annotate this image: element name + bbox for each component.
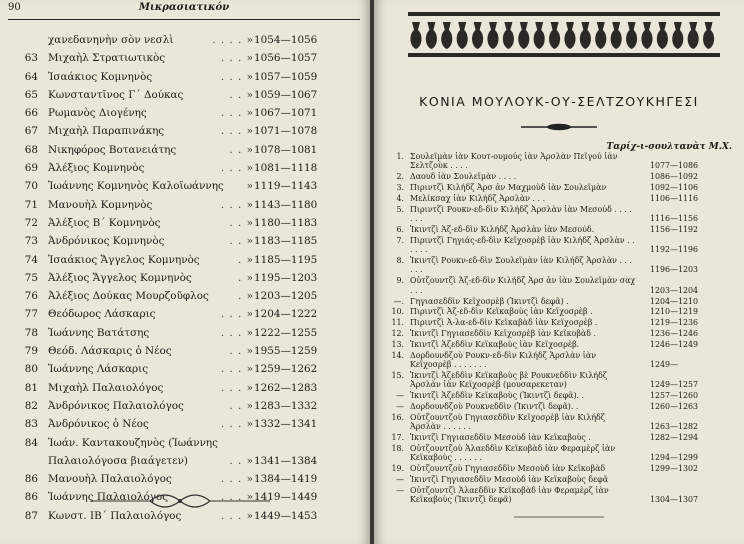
end-ornament	[514, 512, 604, 522]
sultan-years: 1299—1302	[650, 464, 699, 474]
ruler-number: 74	[24, 253, 38, 266]
reign-years: 1384—1419	[254, 473, 318, 486]
sultan-years: 1282—1294	[650, 433, 699, 443]
ruler-name: Μανουὴλ Κομνηνὸς	[48, 198, 153, 211]
ruler-number: 78	[24, 326, 38, 339]
sultan-years: 1294—1299	[650, 453, 699, 463]
sultan-years: 1260—1263	[650, 402, 699, 412]
ruler-name: Ἰωάννης Βατάτσης	[48, 326, 150, 339]
ruler-number: 66	[24, 107, 38, 120]
leader-dots: . »	[238, 253, 254, 266]
ruler-number: 77	[24, 308, 38, 321]
sultan-number: 14.	[391, 350, 404, 360]
sultan-number: 13.	[391, 340, 404, 350]
leader-dots: . . . »	[220, 491, 254, 504]
ruler-row	[8, 52, 360, 70]
ruler-name: Ἀλέξιος Β΄ Κομνηνὸς	[48, 216, 161, 229]
sultan-name: Πιριντζὶ Γηγιάς-εδ-δὶν Κεϊχοσρὲβ ἰὰν Κιλήδζ Ἀρσλὰν . . . . . .	[410, 235, 635, 255]
ruler-name: Ἀλέξιος Κομνηνὸς	[48, 162, 145, 175]
leader-dots: . . . . »	[212, 34, 254, 46]
ruler-row	[8, 510, 360, 528]
ruler-name: Ἀνδρόνικος Παλαιολόγος	[48, 399, 184, 412]
leader-dots: »	[246, 180, 254, 193]
ruler-name: Ἰσαάκιος Ἄγγελος Κομνηνὸς	[48, 253, 200, 266]
ruler-number: 80	[24, 363, 38, 376]
sultan-row	[386, 318, 734, 327]
sultan-name: Σουλεϊμὰν ἰὰν Κουτ-ουμούς ἰὰν Ἀρσλὰν Πεϊγού ἰὰν Σελτζοὺκ . . . .	[410, 152, 618, 171]
sultan-number: 5.	[396, 204, 404, 214]
leader-dots: . . . »	[220, 381, 254, 394]
sultan-row	[386, 413, 734, 432]
reign-years: 1054—1056	[254, 34, 318, 46]
ruler-name: Ρωμανὸς Διογένης	[48, 107, 147, 120]
ruler-row	[8, 144, 360, 162]
sultan-row	[386, 391, 734, 400]
sultan-number: —	[396, 391, 404, 401]
ruler-number: 82	[24, 399, 38, 412]
sultan-number: 15.	[391, 371, 404, 381]
sultan-years: 1192—1196	[650, 245, 699, 255]
ruler-row	[8, 180, 360, 198]
ruler-number: 69	[24, 162, 38, 175]
ruler-number: 68	[24, 143, 38, 156]
ruler-number: 67	[24, 125, 38, 138]
sultan-years: 1249—	[650, 360, 678, 370]
leader-dots: . . . »	[220, 363, 254, 376]
leader-dots: . . . »	[220, 107, 254, 120]
reign-years: 1204—1222	[254, 308, 318, 321]
sultan-number: —	[396, 475, 404, 485]
leader-dots: . »	[238, 271, 254, 284]
section-title: ΚΟΝΙΑ ΜΟΥΛΟΥΚ-ΟΥ-ΣΕΛΤΖΟΥΚΗΓΕΣΙ	[419, 94, 699, 109]
sultan-row	[386, 152, 734, 171]
urn-motif	[426, 22, 437, 49]
ruler-row	[8, 345, 360, 363]
leader-dots: . . »	[229, 216, 254, 229]
sultan-name: Πιριντζὶ Ἀζ-εδ-δὶν Κεϊκαβοὺς ἰὰν Κεϊχοσρὲβ .	[410, 307, 593, 317]
sultan-name: Γηγιασεδδὶν Κεϊχοσρὲβ (Ἰκιντζὶ δεφᾶ) .	[410, 296, 569, 306]
urn-motif	[580, 22, 591, 49]
sultan-name: Μελίκσαχ ἰὰν Κιλήδζ Ἀρσλὰν . . .	[410, 193, 546, 203]
urn-motif	[487, 22, 498, 49]
urn-motif	[595, 22, 606, 49]
column-subheading: Ταρίχ-ι-σουλτανὰτ Μ.Χ.	[606, 142, 732, 152]
ruler-number: 79	[24, 345, 38, 358]
ruler-row	[8, 107, 360, 125]
reign-years: 1419—1449	[254, 491, 318, 504]
ruler-number: 84	[24, 436, 38, 449]
reign-years: 1332—1341	[254, 418, 318, 431]
ruler-name: Ἰωάννης Κομνηνὸς Καλοϊωάννης	[48, 180, 224, 193]
ruler-row	[8, 89, 360, 107]
sultan-number: 3.	[396, 183, 404, 193]
sultan-number: 4.	[396, 193, 404, 203]
sultan-name: Οὐτζουντζοὺ Γηγιασεδδὶν Κεϊχοσρὲβ ἰὰν Κιλήδζ Ἀρσλὰν . . . . . .	[410, 413, 606, 432]
sultan-number: —.	[393, 296, 404, 306]
urn-motif	[688, 22, 699, 49]
sultan-number: 17.	[391, 433, 404, 443]
sultan-number: 12.	[391, 329, 404, 339]
ruler-name: Μιχαὴλ Παραπινάκης	[48, 125, 165, 138]
ruler-name: Κωνσταντῖνος Γ΄ Δούκας	[48, 88, 184, 101]
ruler-number: 83	[24, 418, 38, 431]
sultan-years: 1092—1106	[650, 183, 699, 193]
sultan-row	[386, 464, 734, 473]
sultan-name: Ἰκιντζὶ Γηγιασεδδὶν Μεσοὺδ ἰὰν Κεϊκαβοὺς δεφᾶ	[410, 475, 609, 485]
sultan-number: 8.	[396, 256, 404, 266]
leader-dots: . . . »	[220, 70, 254, 83]
ruler-row	[8, 473, 360, 491]
sultan-number: 6.	[396, 225, 404, 235]
reign-years: 1283—1332	[254, 399, 318, 412]
sultan-years: 1077—1086	[650, 161, 699, 171]
reign-years: 1078—1081	[254, 143, 318, 156]
ruler-name: Μιχαὴλ Παλαιολόγος	[48, 381, 164, 394]
sultans-list	[386, 152, 734, 506]
reign-years: 1119—1143	[254, 180, 318, 193]
sultan-years: 1196—1203	[650, 265, 699, 275]
sultan-number: 11.	[391, 318, 404, 328]
sultan-years: 1086—1092	[650, 172, 699, 182]
sultan-name: Ἰκιντζὶ Ἀζ-εδ-δὶν Κιλήδζ Ἀρσλὰν ἰὰν Μεσούδ.	[410, 225, 595, 235]
leader-dots: . . »	[229, 88, 254, 101]
ruler-row	[8, 400, 360, 418]
ruler-number: 75	[24, 271, 38, 284]
sultan-row	[386, 444, 734, 463]
sultan-name: Πιριντζὶ Κιλήδζ Ἀρσ ἀν Μαχμοὺδ ἰὰν Σουλεϊμὰν	[410, 183, 607, 193]
leader-dots: . . »	[229, 399, 254, 412]
ruler-number: 76	[24, 290, 38, 303]
sultan-years: 1263—1282	[650, 422, 699, 432]
sultan-row	[386, 351, 734, 370]
sultan-years: 1236—1246	[650, 329, 699, 339]
sultan-name: Οὐτζουντζὶ Ἀζ-εδ-δὶν Κιλήδζ Ἀρσ ἀν ἰὰν Σουλεϊμὰν σαχ . . .	[410, 276, 636, 295]
sultan-years: 1257—1260	[650, 391, 699, 401]
sultan-name: Πιριντζὶ Ἀ-λα-εδ-δὶν Κεϊκαβὰδ ἰὰν Κεϊχοσρὲβ .	[410, 318, 598, 328]
ruler-row	[8, 34, 360, 52]
urn-motif	[472, 22, 483, 49]
title-ornament	[519, 122, 599, 132]
leader-dots: . . . »	[220, 162, 254, 175]
ruler-row	[8, 125, 360, 143]
ruler-name: χανεδανηνὴν σὸν νεσλὶ	[48, 34, 174, 46]
ruler-number: 65	[24, 88, 38, 101]
reign-years: 1059—1067	[254, 88, 318, 101]
leader-dots: . . . »	[220, 509, 254, 522]
ruler-row	[8, 363, 360, 381]
sultan-row	[386, 402, 734, 411]
ruler-number: 86	[24, 473, 38, 486]
urn-motif	[457, 22, 468, 49]
sultan-row	[386, 329, 734, 338]
running-title: Μικρασιατικόν	[138, 2, 230, 13]
ruler-name: Ἰσαάκιος Κομνηνὸς	[48, 70, 153, 83]
sultan-number: 7.	[396, 235, 404, 245]
ruler-number: 64	[24, 70, 38, 83]
sultan-row	[386, 475, 734, 484]
ruler-number: 86	[24, 491, 38, 504]
ruler-number: 63	[24, 52, 38, 65]
leader-dots: . . »	[229, 235, 254, 248]
urn-motif	[641, 22, 652, 49]
ruler-number: 81	[24, 381, 38, 394]
reign-years: 1143—1180	[254, 198, 318, 211]
leader-dots: . . . »	[220, 418, 254, 431]
ruler-row	[8, 418, 360, 436]
sultan-number: —	[396, 486, 404, 496]
sultan-row	[386, 194, 734, 203]
header-rule	[8, 19, 360, 20]
sultan-number: 1.	[396, 152, 404, 161]
urn-motif	[518, 22, 529, 49]
reign-years: 1955—1259	[254, 345, 318, 358]
sultan-years: 1156—1192	[650, 225, 699, 235]
leader-dots: . . »	[229, 345, 254, 358]
ruler-name: Νικηφόρος Βοτανειάτης	[48, 143, 177, 156]
reign-years: 1180—1183	[254, 216, 318, 229]
urn-motif	[657, 22, 668, 49]
leader-dots: . . . »	[220, 308, 254, 321]
sultan-row	[386, 486, 734, 505]
reign-years: 1081—1118	[254, 162, 318, 175]
sultan-number: —	[396, 402, 404, 412]
ruler-row	[8, 254, 360, 272]
ruler-row	[8, 162, 360, 180]
ruler-row	[8, 308, 360, 326]
sultan-row	[386, 297, 734, 306]
headpiece-ornament	[408, 12, 720, 58]
reign-years: 1056—1057	[254, 52, 318, 65]
ruler-row	[8, 71, 360, 89]
sultan-years: 1203—1204	[650, 285, 699, 295]
ruler-row	[8, 199, 360, 217]
ruler-name: Παλαιολόγοσα βιαάγετεν)	[48, 454, 188, 467]
sultan-number: 10.	[391, 307, 404, 317]
reign-years: 1185—1195	[254, 253, 318, 266]
reign-years: 1222—1255	[254, 326, 318, 339]
sultan-number: 9.	[396, 276, 404, 286]
sultan-years: 1246—1249	[650, 340, 699, 350]
sultan-name: Δορδουνδζοὺ Ρουκν-εδ-δὶν Κιλήδζ Ἀρσλὰν ἰὰν Κεϊχοσρὲβ . . . . . . .	[410, 350, 597, 370]
ruler-row	[8, 290, 360, 308]
sultan-row	[386, 172, 734, 181]
urn-motif	[549, 22, 560, 49]
ruler-name: Μανουὴλ Παλαιολόγος	[48, 473, 172, 486]
reign-years: 1071—1078	[254, 125, 318, 138]
sultan-years: 1249—1257	[650, 380, 699, 390]
sultan-row	[386, 340, 734, 349]
urn-motif	[703, 22, 714, 49]
reign-years: 1183—1185	[254, 235, 318, 248]
sultan-years: 1304—1307	[650, 495, 699, 505]
leader-dots: . . »	[229, 454, 254, 467]
reign-years: 1449—1453	[254, 509, 318, 522]
sultan-row	[386, 433, 734, 442]
sultan-row	[386, 276, 734, 295]
sultan-name: Δορδουνδζοὺ Ρουκνεδδὶν (Ἰκιντζὶ δεφᾶ). .	[410, 402, 579, 412]
leader-dots: . . . »	[220, 125, 254, 138]
ruler-name: Κωνστ. ΙΒ΄ Παλαιολόγος	[48, 509, 182, 522]
page-number: 90	[8, 2, 21, 13]
tailpiece-ornament	[90, 493, 270, 509]
sultan-name: Οὐτζουντζοὺ Ἀλαεδδὶν Κεϊκοβὰδ ἰὰν Φεραμὲρζ ἰὰν Κεϊκαβοὺς . . . . . .	[410, 444, 616, 463]
urn-motif	[611, 22, 622, 49]
sultan-name: Ἰκιντζὶ Ἀζεδδὶν Κεϊκαβοὺς (Ἰκιντζὶ δεφᾶ). .	[410, 391, 585, 401]
running-header	[8, 2, 360, 16]
ruler-number: 73	[24, 235, 38, 248]
sultan-name: Ἰκιντζὶ Ρουκν-εδ-δὶν Σουλεϊμὰν ἰὰν Κιλήδζ Ἀρσλὰν . . . . . .	[410, 256, 633, 275]
urn-motif	[503, 22, 514, 49]
sultan-name: Πιριντζὶ Ρουκν-εδ-δὶν Κιλήδζ Ἀρσλὰν ἰὰν Μεσούδ . . . . . . .	[410, 204, 632, 224]
sultan-name: Ἰκιντζὶ Ἀζεδδὶν Κεϊκαβοὺς ἰὰν Κεϊχοσρὲβ.	[410, 340, 580, 350]
sultan-row	[386, 225, 734, 234]
sultan-years: 1116—1156	[650, 214, 699, 224]
urn-motif	[534, 22, 545, 49]
sultan-years: 1210—1219	[650, 307, 699, 317]
ruler-name: Ἀνδρόνικος Κομνηνὸς	[48, 235, 165, 248]
ruler-row	[8, 235, 360, 253]
ruler-row	[8, 217, 360, 235]
urn-motif	[441, 22, 452, 49]
reign-years: 1262—1283	[254, 381, 318, 394]
ruler-name: Μιχαὴλ Στρατιωτικὸς	[48, 52, 166, 65]
sultan-years: 1219—1236	[650, 318, 699, 328]
ruler-name: Ἰωάννης Λάσκαρις	[48, 363, 149, 376]
sultan-name: Οὐτζουντζοὺ Γηγιασεδδὶν Μεσοὺδ ἰὰν Κεϊκοβὰδ	[410, 464, 606, 474]
reign-years: 1203—1205	[254, 290, 318, 303]
sultan-name: Οὐτζουντζὶ Ἀλαεδδὶν Κεϊκοβὰδ ἰὰν Φεραμὲρζ ἰὰν Κεϊκαβοὺς (Ἰκιντζὶ δεφᾶ)	[410, 486, 609, 505]
right-page	[374, 0, 744, 544]
ruler-number: 71	[24, 198, 38, 211]
leader-dots: . . »	[229, 143, 254, 156]
ruler-number: 70	[24, 180, 38, 193]
urn-motif	[672, 22, 683, 49]
ruler-name: Ἀλέξιος Ἄγγελος Κομνηνὸς	[48, 271, 192, 284]
reign-years: 1341—1384	[254, 454, 318, 467]
left-page	[0, 0, 370, 544]
leader-dots: . . . »	[220, 52, 254, 65]
sultan-row	[386, 183, 734, 192]
sultan-years: 1106—1116	[650, 193, 699, 203]
sultan-row	[386, 256, 734, 275]
sultan-row	[386, 371, 734, 390]
urn-motif	[626, 22, 637, 49]
sultan-row	[386, 236, 734, 255]
reign-years: 1067—1071	[254, 107, 318, 120]
sultan-number: 18.	[391, 444, 404, 454]
ruler-row	[8, 455, 360, 473]
sultan-years: 1204—1210	[650, 296, 699, 306]
sultan-name: Ἰκιντζὶ Γηγιασεδδὶν Κεϊχοσρὲβ ἰὰν Κεϊκοβὰδ .	[410, 329, 596, 339]
ruler-row	[8, 382, 360, 400]
reign-years: 1259—1262	[254, 363, 318, 376]
sultan-number: 2.	[396, 172, 404, 182]
ruler-number: 87	[24, 509, 38, 522]
sultan-row	[386, 205, 734, 224]
sultan-number: 19.	[391, 464, 404, 474]
leader-dots: . . . »	[220, 473, 254, 486]
reign-years: 1057—1059	[254, 70, 318, 83]
ruler-number: 72	[24, 216, 38, 229]
ruler-row	[8, 327, 360, 345]
ruler-row	[8, 272, 360, 290]
ruler-name: Ἀνδρόνικος ὁ Νέος	[48, 418, 149, 431]
leader-dots: . . . »	[220, 198, 254, 211]
sultan-row	[386, 307, 734, 316]
ruler-row	[8, 437, 360, 455]
ruler-name: Θεόδωρος Λάσκαρις	[48, 308, 156, 321]
leader-dots: . »	[238, 290, 254, 303]
ruler-name: Ἰωάν. Καντακουζηνὸς (Ἰωάννης	[48, 436, 218, 449]
urn-motif	[410, 22, 421, 49]
reign-years: 1195—1203	[254, 271, 318, 284]
ruler-name: Ἰωάννης Παλαιολόγος	[48, 491, 169, 504]
ruler-name: Ἀλέξιος Δούκας Μουρζοῦφλος	[48, 290, 209, 303]
leader-dots: . . . »	[220, 326, 254, 339]
sultan-name: Δαουδ ἰὰν Σουλεϊμὰν . . . .	[410, 172, 517, 182]
ruler-name: Θεόδ. Λάσκαρις ὁ Νέος	[48, 345, 172, 358]
urn-motif	[564, 22, 575, 49]
rulers-list	[8, 34, 360, 528]
sultan-name: Ἰκιντζὶ Γηγιασεδδὶν Μεσοὺδ ἰὰν Κεϊκαβοὺς .	[410, 433, 591, 443]
sultan-number: 16.	[391, 413, 404, 423]
sultan-name: Ἰκιντζὶ Ἀζεδδὶν Κεϊκαβοὺς βὲ Ρουκνεδδὶν Κιλήδζ Ἀρσλὰν ἰὰν Κεϊχοσρὲβ (μουσαρεκεταν)	[410, 371, 608, 390]
